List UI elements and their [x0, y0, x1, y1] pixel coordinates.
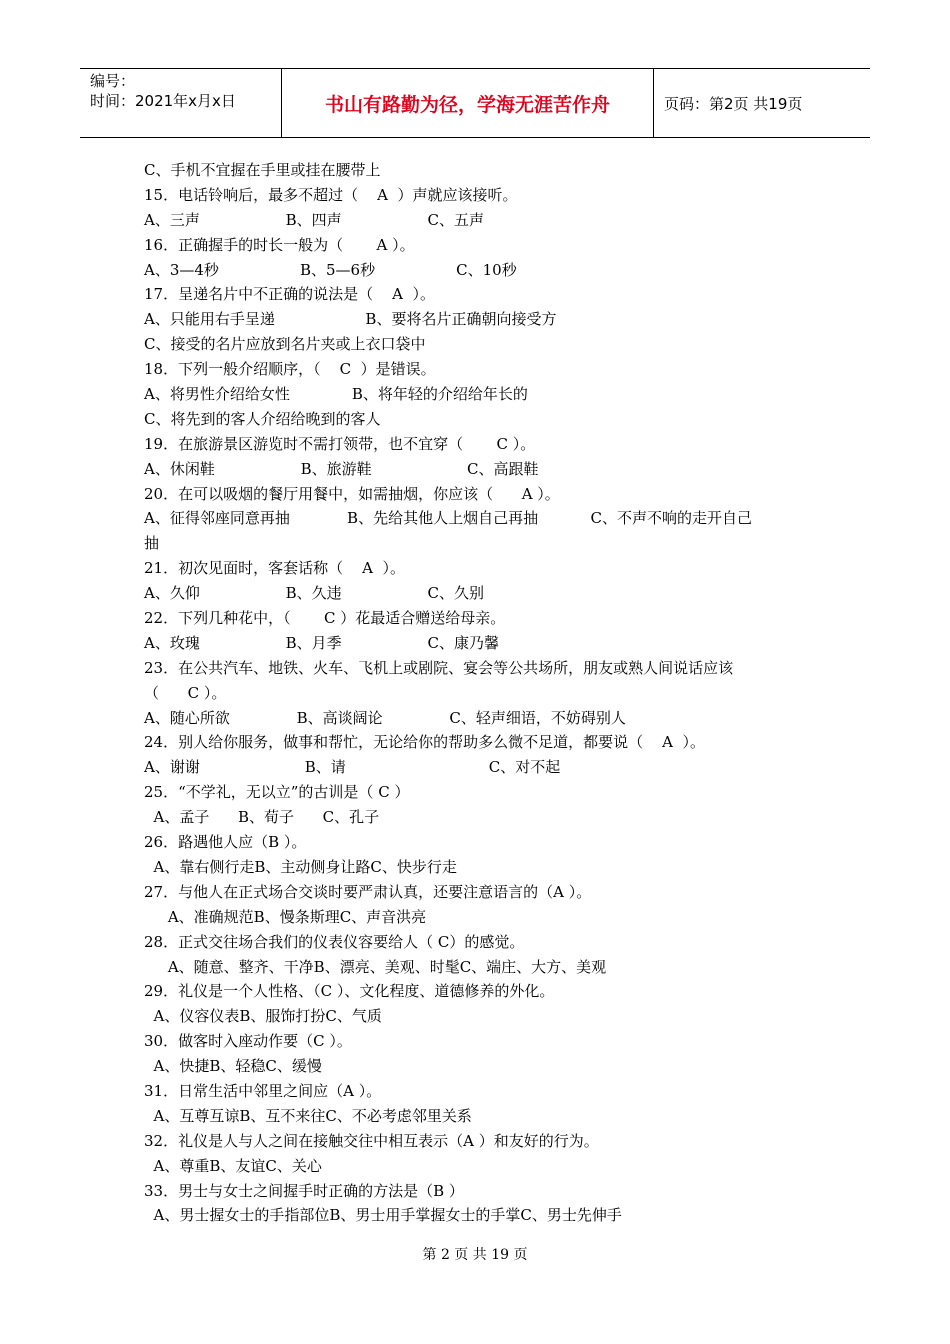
header-motto: 书山有路勤为径，学海无涯苦作舟 [282, 69, 654, 137]
text-line: A、三声 B、四声 C、五声 [144, 210, 484, 229]
text-line: A、将男性介绍给女性 B、将年轻的介绍给年长的 [144, 385, 528, 404]
document-time-label: 时间：2021年x月x日 [90, 92, 236, 110]
text-line: A、征得邻座同意再抽 B、先给其他人上烟自己再抽 C、不声不响的走开自己 [144, 509, 753, 528]
text-line: A、男士握女士的手指部位B、男士用手掌握女士的手掌C、男士先伸手 [144, 1206, 622, 1225]
text-line: A、玫瑰 B、月季 C、康乃馨 [144, 633, 499, 652]
text-line: C、手机不宜握在手里或挂在腰带上 [144, 161, 381, 179]
text-line: A、随心所欲 B、高谈阔论 C、轻声细语，不妨碍别人 [144, 708, 626, 727]
text-line: 16．正确握手的时长一般为（ A ）。 [144, 235, 415, 254]
page-footer: 第 2 页 共 19 页 [422, 1247, 528, 1263]
text-line: 21．初次见面时，客套话称（ A ）。 [144, 559, 406, 578]
header-page-info: 页码：第2页 共19页 [664, 94, 803, 113]
text-line: 32．礼仪是人与人之间在接触交往中相互表示（A ）和友好的行为。 [144, 1131, 599, 1150]
text-line: 抽 [144, 534, 160, 553]
question-list [144, 158, 824, 1228]
text-line: 33．男士与女士之间握手时正确的方法是（B ） [144, 1181, 464, 1200]
text-line: 22．下列几种花中，（ C ）花最适合赠送给母亲。 [144, 609, 506, 628]
text-line: A、谢谢 B、请 C、对不起 [144, 758, 561, 777]
text-line: C、接受的名片应放到名片夹或上衣口袋中 [144, 335, 426, 354]
text-line: 28．正式交往场合我们的仪表仪容要给人（ C）的感觉。 [144, 932, 525, 951]
text-line: A、尊重B、友谊C、关心 [144, 1156, 322, 1175]
text-line: 17．呈递名片中不正确的说法是（ A ）。 [144, 285, 436, 304]
text-line: A、只能用右手呈递 B、要将名片正确朝向接受方 [144, 310, 557, 329]
document-number-label: 编号： [90, 72, 136, 90]
text-line: A、互尊互谅B、互不来往C、不必考虑邻里关系 [144, 1106, 472, 1125]
text-line: A、靠右侧行走B、主动侧身让路C、快步行走 [144, 857, 457, 876]
text-line: （ C ）。 [144, 683, 227, 702]
text-line: 27．与他人在正式场合交谈时要严肃认真，还要注意语言的（A ）。 [144, 882, 592, 901]
text-line: A、孟子 B、荀子 C、孔子 [144, 808, 380, 827]
text-line: 31．日常生活中邻里之间应（A ）。 [144, 1081, 382, 1100]
text-line: A、随意、整齐、干净B、漂亮、美观、时髦C、端庄、大方、美观 [144, 957, 607, 976]
text-line: A、休闲鞋 B、旅游鞋 C、高跟鞋 [144, 459, 539, 478]
text-line: 19．在旅游景区游览时不需打领带，也不宜穿（ C ）。 [144, 434, 536, 453]
text-line: A、久仰 B、久违 C、久别 [144, 584, 484, 603]
text-line: A、仪容仪表B、服饰打扮C、气质 [144, 1007, 382, 1026]
text-line: 25．“不学礼，无以立”的古训是（ C ） [144, 783, 410, 802]
text-line: C、将先到的客人介绍给晚到的客人 [144, 409, 381, 428]
text-line: 29．礼仪是一个人性格、（C ）、文化程度、道德修养的外化。 [144, 982, 555, 1001]
page-header [80, 68, 870, 138]
header-meta [80, 69, 282, 137]
text-line: A、3—4秒 B、5—6秒 C、10秒 [144, 260, 517, 279]
text-line: 23．在公共汽车、地铁、火车、飞机上或剧院、宴会等公共场所，朋友或熟人间说话应该 [144, 658, 734, 677]
text-line: 30．做客时入座动作要（C ）。 [144, 1032, 352, 1051]
text-line: 26．路遇他人应（B ）。 [144, 833, 307, 852]
text-line: 15．电话铃响后，最多不超过（ A ）声就应该接听。 [144, 185, 518, 204]
text-line: 24．别人给你服务，做事和帮忙，无论给你的帮助多么微不足道，都要说（ A ）。 [144, 733, 706, 752]
text-line: 18．下列一般介绍顺序，（ C ）是错误。 [144, 360, 436, 379]
text-line: A、快捷B、轻稳C、缓慢 [144, 1057, 322, 1076]
text-line: A、准确规范B、慢条斯理C、声音洪亮 [144, 907, 427, 926]
text-line: 20．在可以吸烟的餐厅用餐中，如需抽烟，你应该（ A ）。 [144, 484, 560, 503]
